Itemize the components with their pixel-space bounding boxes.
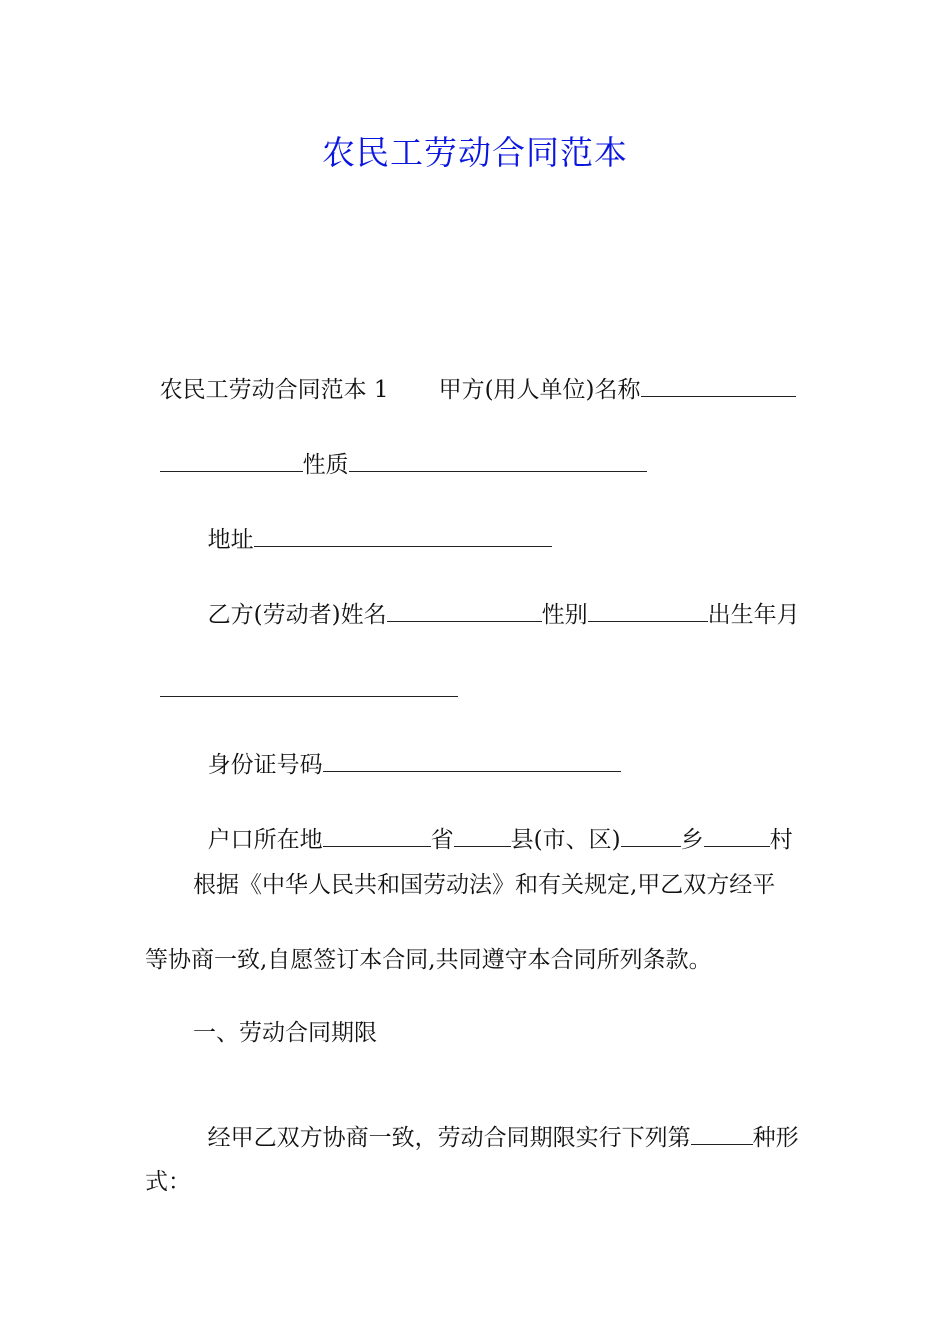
contract-term-form-blank[interactable]: [691, 1124, 753, 1145]
id-number-label: 身份证号码: [207, 752, 323, 778]
contract-term-text: 经甲乙双方协商一致，劳动合同期限实行下列第: [207, 1125, 691, 1151]
address-blank[interactable]: [254, 526, 552, 547]
document-title: 农民工劳动合同范本: [322, 133, 628, 172]
line-household-registration: [193, 795, 793, 855]
heading-sample-1: 农民工劳动合同范本 1: [159, 377, 389, 403]
nature-label: 性质: [302, 452, 349, 478]
province-label: 省: [430, 827, 454, 853]
household-label: 户口所在地: [207, 827, 323, 853]
contract-term-text-continued: 式：: [145, 1169, 191, 1195]
village-blank[interactable]: [704, 826, 770, 847]
employer-name-blank[interactable]: [641, 376, 796, 397]
county-label: 县(市、区): [510, 827, 621, 853]
paragraph-basis-line-2: 等协商一致,自愿签订本合同,共同遵守本合同所列条款。: [145, 947, 712, 973]
nature-blank[interactable]: [349, 451, 647, 472]
employer-name-blank-continued[interactable]: [160, 451, 303, 472]
address-label: 地址: [207, 527, 254, 553]
birth-date-label: 出生年月: [707, 602, 800, 628]
line-id-number: [193, 720, 621, 780]
gender-label: 性别: [541, 602, 588, 628]
county-blank[interactable]: [454, 826, 511, 847]
township-blank[interactable]: [621, 826, 681, 847]
village-label: 村: [769, 827, 793, 853]
province-blank[interactable]: [323, 826, 431, 847]
line-contract-term-form: [193, 1093, 799, 1153]
line-address: [193, 495, 552, 555]
township-label: 乡: [680, 827, 704, 853]
gender-blank[interactable]: [588, 601, 708, 622]
worker-name-label: 乙方(劳动者)姓名: [207, 602, 387, 628]
birth-date-blank[interactable]: [160, 676, 458, 697]
employer-name-label: 甲方(用人单位)名称: [438, 377, 641, 403]
section-heading-contract-term: 一、劳动合同期限: [193, 1020, 377, 1046]
line-employer-nature: [145, 420, 647, 480]
line-worker-info: [193, 570, 800, 630]
line-employer-name: [145, 345, 796, 405]
line-birth-date-blank: [145, 645, 458, 705]
id-number-blank[interactable]: [323, 751, 621, 772]
contract-term-text-end: 种形: [752, 1125, 799, 1151]
worker-name-blank[interactable]: [387, 601, 542, 622]
paragraph-basis-line-1: 根据《中华人民共和国劳动法》和有关规定,甲乙双方经平: [193, 872, 776, 898]
